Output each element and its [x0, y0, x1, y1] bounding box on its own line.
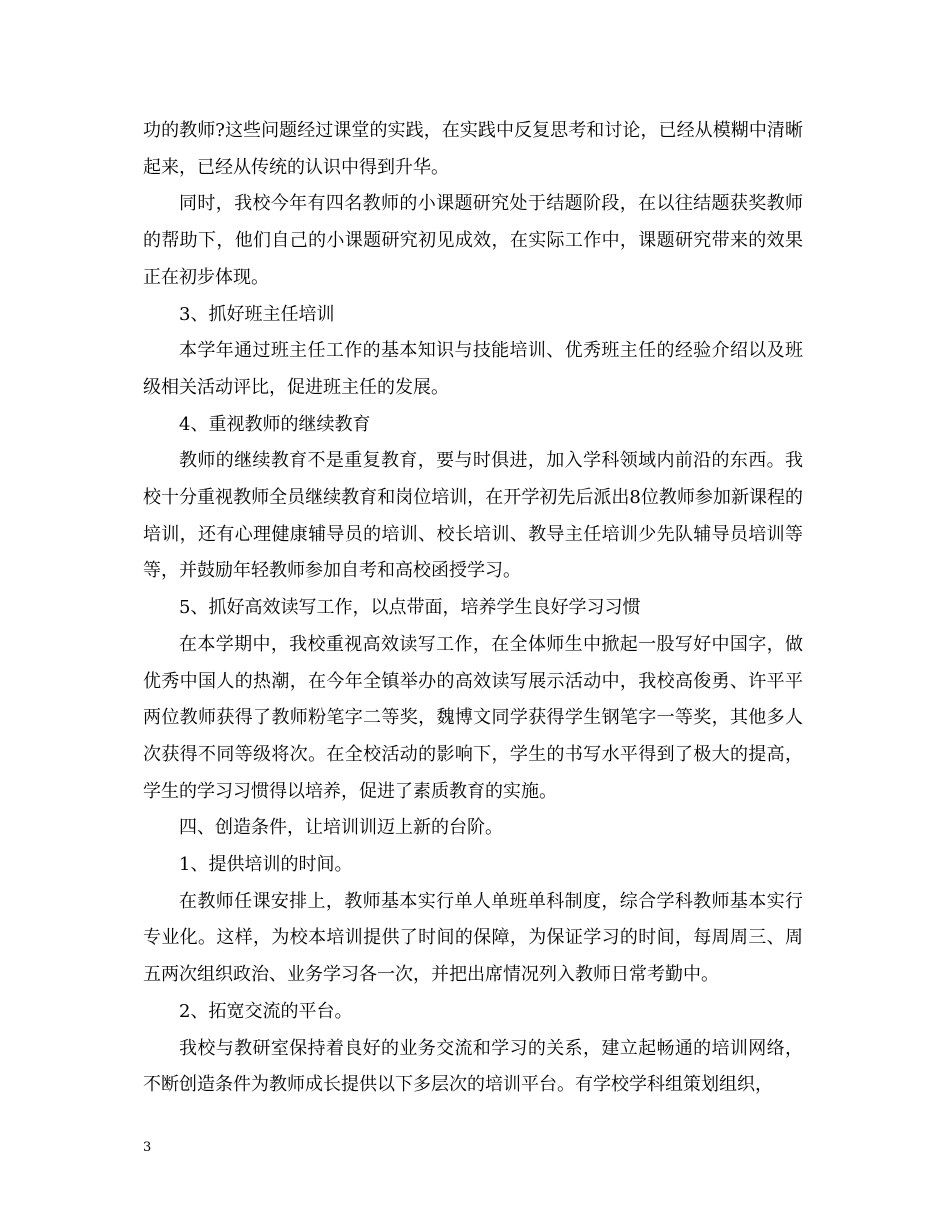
section-heading-3: 3、抓好班主任培训 — [179, 303, 335, 325]
paragraph-1: 功的教师?这些问题经过课堂的实践，在实践中反复思考和讨论，已经从模糊中清晰起来，已经从传统的认识中得到升华。 — [143, 120, 803, 178]
section-heading-5: 5、抓好高效读写工作，以点带面，培养学生良好学习习惯 — [179, 597, 641, 619]
chapter-heading-4: 四、创造条件，让培训训迈上新的台阶。 — [179, 817, 503, 839]
paragraph-13: 我校与教研室保持着良好的业务交流和学习的关系，建立起畅通的培训网络，不断创造条件为教师成长提供以下多层次的培训平台。有学校学科组策划组织， — [143, 1037, 803, 1096]
section-heading-2: 2、拓宽交流的平台。 — [179, 1000, 353, 1022]
paragraph-2: 同时，我校今年有四名教师的小课题研究处于结题阶段，在以往结题获奖教师的帮助下，他们自己的小课题研究初见成效，在实际工作中，课题研究带来的效果正在初步体现。 — [143, 193, 803, 288]
page-number: 3 — [143, 1140, 152, 1155]
paragraph-8: 在本学期中，我校重视高效读写工作，在全体师生中掀起一股写好中国字，做优秀中国人的热潮，在今年全镇举办的高效读写展示活动中，我校高俊勇、许平平两位教师获得了教师粉笔字二等奖，魏博文同学获得学生钢笔字一等奖，其他多人次获得不同等级将次。在全校活动的影响下，学生的书写水平得到了极大的提高，学生的学习习惯得以培养，促进了素质教育的实施。 — [143, 633, 803, 802]
paragraph-11: 在教师任课安排上，教师基本实行单人单班单科制度，综合学科教师基本实行专业化。这样，为校本培训提供了时间的保障，为保证学习的时间，每周周三、周五两次组织政治、业务学习各一次，并把出席情况列入教师日常考勤中。 — [143, 890, 803, 986]
section-heading-1: 1、提供培训的时间。 — [179, 854, 353, 876]
paragraph-4: 本学年通过班主任工作的基本知识与技能培训、优秀班主任的经验介绍以及班级相关活动评比，促进班主任的发展。 — [143, 340, 803, 398]
document-body — [143, 113, 803, 1104]
paragraph-6: 教师的继续教育不是重复教育，要与时俱进，加入学科领域内前沿的东西。我校十分重视教师全员继续教育和岗位培训，在开学初先后派出8位教师参加新课程的培训，还有心理健康辅导员的培训、校长培训、教导主任培训少先队辅导员培训等等，并鼓励年轻教师参加自考和高校函授学习。 — [143, 450, 803, 582]
section-heading-4: 4、重视教师的继续教育 — [179, 413, 371, 435]
